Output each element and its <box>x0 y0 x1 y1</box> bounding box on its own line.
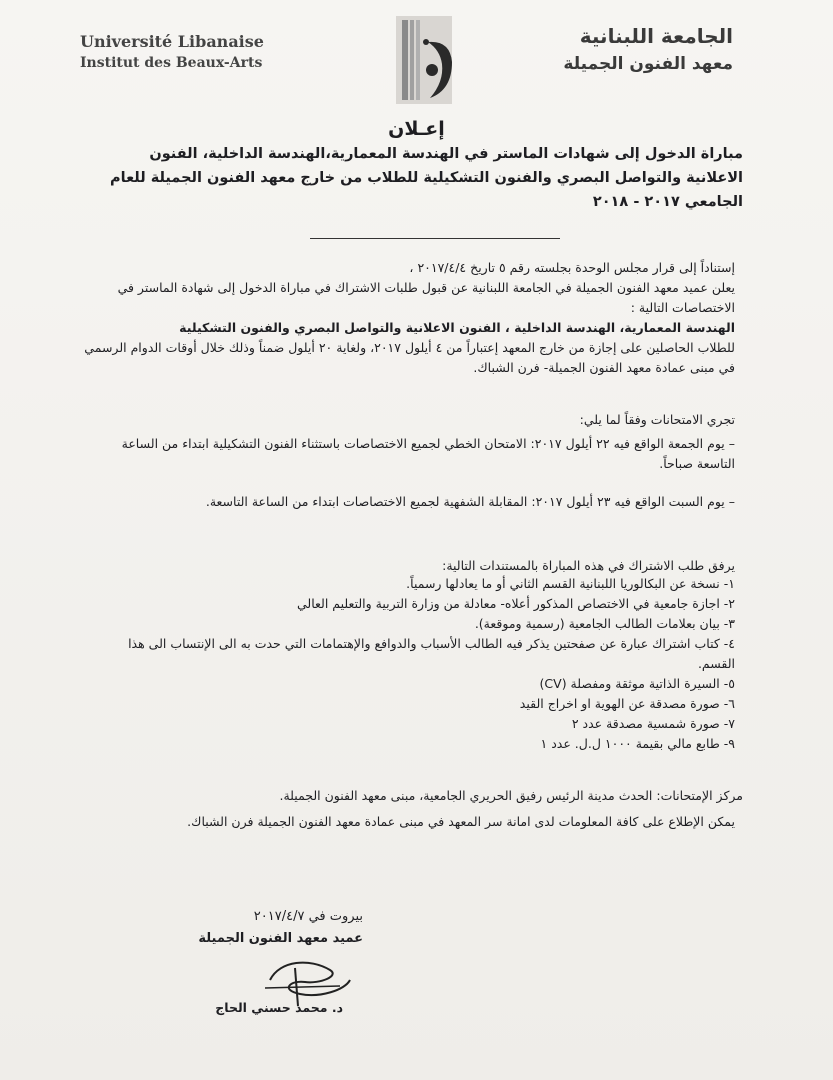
attachments-intro: يرفق طلب الاشتراك في هذه المباراة بالمستندات التالية: <box>442 558 735 573</box>
body-paragraph <box>80 258 735 378</box>
list-item: ٤- كتاب اشتراك عبارة عن صفحتين يذكر فيه الطالب الأسباب والدوافع والإهتمامات التي حدت به الى الإنتساب الى هذا القسم. <box>128 636 735 671</box>
documents-list <box>120 574 735 754</box>
header-french <box>80 32 264 71</box>
exam-saturday: – يوم السبت الواقع فيه ٢٣ أيلول ٢٠١٧: المقابلة الشفهية لجميع الاختصاصات ابتداء من الساعة التاسعة. <box>205 494 735 509</box>
institute-name-ar: معهد الفنون الجميلة <box>563 54 733 74</box>
university-name-ar: الجامعة اللبنانية <box>579 24 733 48</box>
list-item: ٧- صورة شمسية مصدقة عدد ٢ <box>571 716 735 731</box>
decision-reference: إستناداً إلى قرار مجلس الوحدة بجلسته رقم ٥ تاريخ ٢٠١٧/٤/٤ ، <box>409 260 735 275</box>
exams-intro: تجري الامتحانات وفقاً لما يلي: <box>579 412 735 427</box>
header-arabic <box>563 24 733 74</box>
title-underline <box>310 238 560 239</box>
exam-friday: – يوم الجمعة الواقع فيه ٢٢ أيلول ٢٠١٧: الامتحان الخطي لجميع الاختصاصات باستثناء الفنون التشكيلية ابتداء من الساعة التاسعة صباحاً. <box>121 436 735 471</box>
announcement-intro: يعلن عميد معهد الفنون الجميلة في الجامعة اللبنانية عن قبول طلبات الاشتراك في مباراة الدخول إلى شهادة الماستر في الاختصاصات التالية : <box>117 280 735 315</box>
dean-title: عميد معهد الفنون الجميلة <box>198 931 363 946</box>
specialties-list: الهندسة المعمارية، الهندسة الداخلية ، الفنون الاعلانية والتواصل البصري والفنون التشكيلية <box>179 320 735 335</box>
university-logo <box>388 12 472 112</box>
university-name-fr: Université Libanaise <box>80 32 264 51</box>
dean-name: د. محمد حسني الحاج <box>215 1000 343 1015</box>
list-item: ٣- بيان بعلامات الطالب الجامعية (رسمية وموقعة). <box>474 616 735 631</box>
list-item: ١- نسخة عن البكالوريا اللبنانية القسم الثاني أو ما يعادلها رسمياً. <box>406 576 735 591</box>
announcement-subtitle: مباراة الدخول إلى شهادات الماستر في الهندسة المعمارية،الهندسة الداخلية، الفنون الاعلانية والتواصل البصري والفنون التشكيلية للطلاب من خارج معهد الفنون الجميلة للعام الجامعي ٢٠١٧ - ٢٠١٨ <box>110 146 743 210</box>
place-date: بيروت في ٢٠١٧/٤/٧ <box>253 909 363 924</box>
signature-block <box>113 906 363 950</box>
info-note: يمكن الإطلاع على كافة المعلومات لدى امانة سر المعهد في مبنى عمادة معهد الفنون الجميلة فرن الشباك. <box>187 814 735 829</box>
list-item: ٦- صورة مصدقة عن الهوية او اخراج القيد <box>519 696 735 711</box>
announcement-title: إعـلان <box>388 118 445 140</box>
list-item: ٥- السيرة الذاتية موثقة ومفصلة (CV) <box>539 676 735 691</box>
institute-name-fr: Institut des Beaux-Arts <box>80 55 263 71</box>
exam-center: مركز الإمتحانات: الحدث مدينة الرئيس رفيق الحريري الجامعية، مبنى معهد الفنون الجميلة. <box>279 788 743 803</box>
application-period: للطلاب الحاصلين على إجازة من خارج المعهد إعتباراً من ٤ أيلول ٢٠١٧، ولغاية ٢٠ أيلول ضمناً وذلك خلال أوقات الدوام الرسمي في مبنى عمادة معهد الفنون الجميلة- فرن الشباك. <box>84 340 735 375</box>
list-item: ٢- اجازة جامعية في الاختصاص المذكور أعلاه- معادلة من وزارة التربية والتعليم العالي <box>296 596 735 611</box>
list-item: ٩- طابع مالي بقيمة ١٠٠٠ ل.ل. عدد ١ <box>540 736 735 751</box>
